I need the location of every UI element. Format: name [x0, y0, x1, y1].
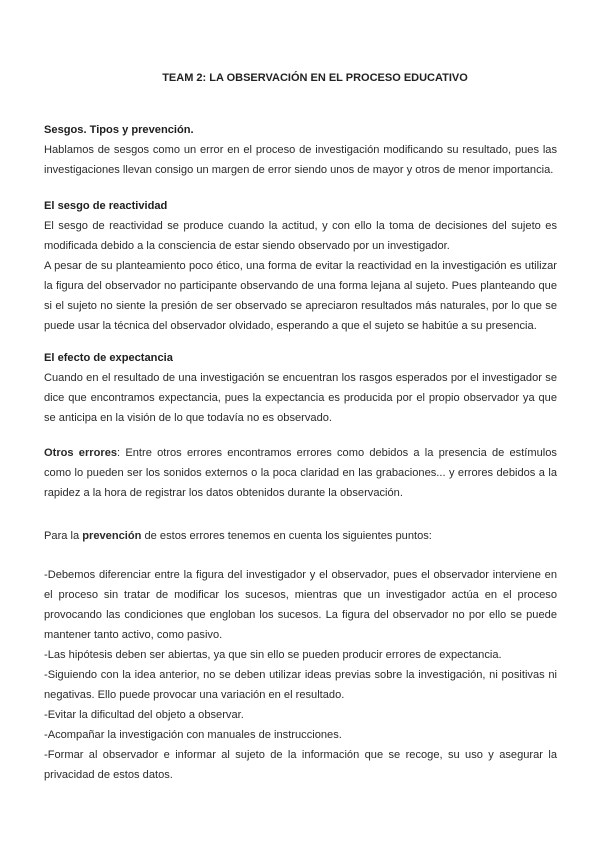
list-item: -Acompañar la investigación con manuales de instrucciones.	[44, 729, 342, 741]
document-title: TEAM 2: LA OBSERVACIÓN EN EL PROCESO EDUCATIVO	[162, 72, 468, 84]
section-sesgos	[44, 120, 557, 180]
label-otros-errores: Otros errores	[44, 447, 118, 459]
text-otros-errores: : Entre otros errores encontramos errores como debidos a la presencia de estímulos como lo pueden ser los sonidos externos o la poca claridad en las grabaciones... y errores debidos a la rapidez a la hora de registrar los datos obtenidos durante la observación.	[44, 447, 557, 499]
list-item: -Siguiendo con la idea anterior, no se deben utilizar ideas previas sobre la investigación, ni positivas ni negativas. Ello puede provocar una variación en el resultado.	[44, 669, 557, 701]
prevencion-after: de estos errores tenemos en cuenta los siguientes puntos:	[141, 530, 432, 542]
list-item: -Evitar la dificultad del objeto a observar.	[44, 709, 244, 721]
section-reactividad	[44, 196, 557, 336]
paragraph-sesgos: Hablamos de sesgos como un error en el proceso de investigación modificando su resultado, pues las investigaciones llevan consigo un margen de error siendo unos de mayor y otros de menor importancia.	[44, 144, 557, 176]
heading-reactividad: El sesgo de reactividad	[44, 200, 168, 212]
section-prevencion-intro	[44, 526, 557, 546]
list-item: -Formar al observador e informar al sujeto de la información que se recoge, su uso y asegurar la privacidad de estos datos.	[44, 749, 557, 781]
list-item: -Debemos diferenciar entre la figura del investigador y el observador, pues el observador interviene en el proceso sin tratar de modificar los sucesos, mientras que un investigador actúa en el proceso provocando las condiciones que engloban los sucesos. La figura del observador no por ello se puede mantener tanto activo, como pasivo.	[44, 569, 557, 641]
paragraph-reactividad-1: El sesgo de reactividad se produce cuando la actitud, y con ello la toma de decisiones del sujeto es modificada debido a la consciencia de estar siendo observado por un investigador.	[44, 220, 557, 252]
paragraph-prevencion	[44, 526, 557, 546]
paragraph-expectancia: Cuando en el resultado de una investigación se encuentran los rasgos esperados por el investigador se dice que encontramos expectancia, pues la expectancia es producida por el propio observador ya que se anticipa en la visión de lo que todavía no es observado.	[44, 372, 557, 424]
paragraph-reactividad-2: A pesar de su planteamiento poco ético, una forma de evitar la reactividad en la investigación es utilizar la figura del observador no participante observando de una forma lejana al sujeto. Pues planteando que si el sujeto no siente la presión de ser observado se apreciaron resultados más naturales, por lo que se puede usar la técnica del observador olvidado, esperando a que el sujeto se habitúe a su presencia.	[44, 260, 557, 332]
paragraph-otros-errores	[44, 443, 557, 503]
heading-expectancia: El efecto de expectancia	[44, 352, 173, 364]
prevencion-bold: prevención	[82, 530, 142, 542]
heading-sesgos: Sesgos. Tipos y prevención.	[44, 124, 194, 136]
prevencion-before: Para la	[44, 530, 83, 542]
list-item: -Las hipótesis deben ser abiertas, ya que sin ello se pueden producir errores de expectancia.	[44, 649, 502, 661]
section-prevencion-points	[44, 565, 557, 785]
section-expectancia	[44, 348, 557, 428]
section-otros-errores	[44, 443, 557, 503]
